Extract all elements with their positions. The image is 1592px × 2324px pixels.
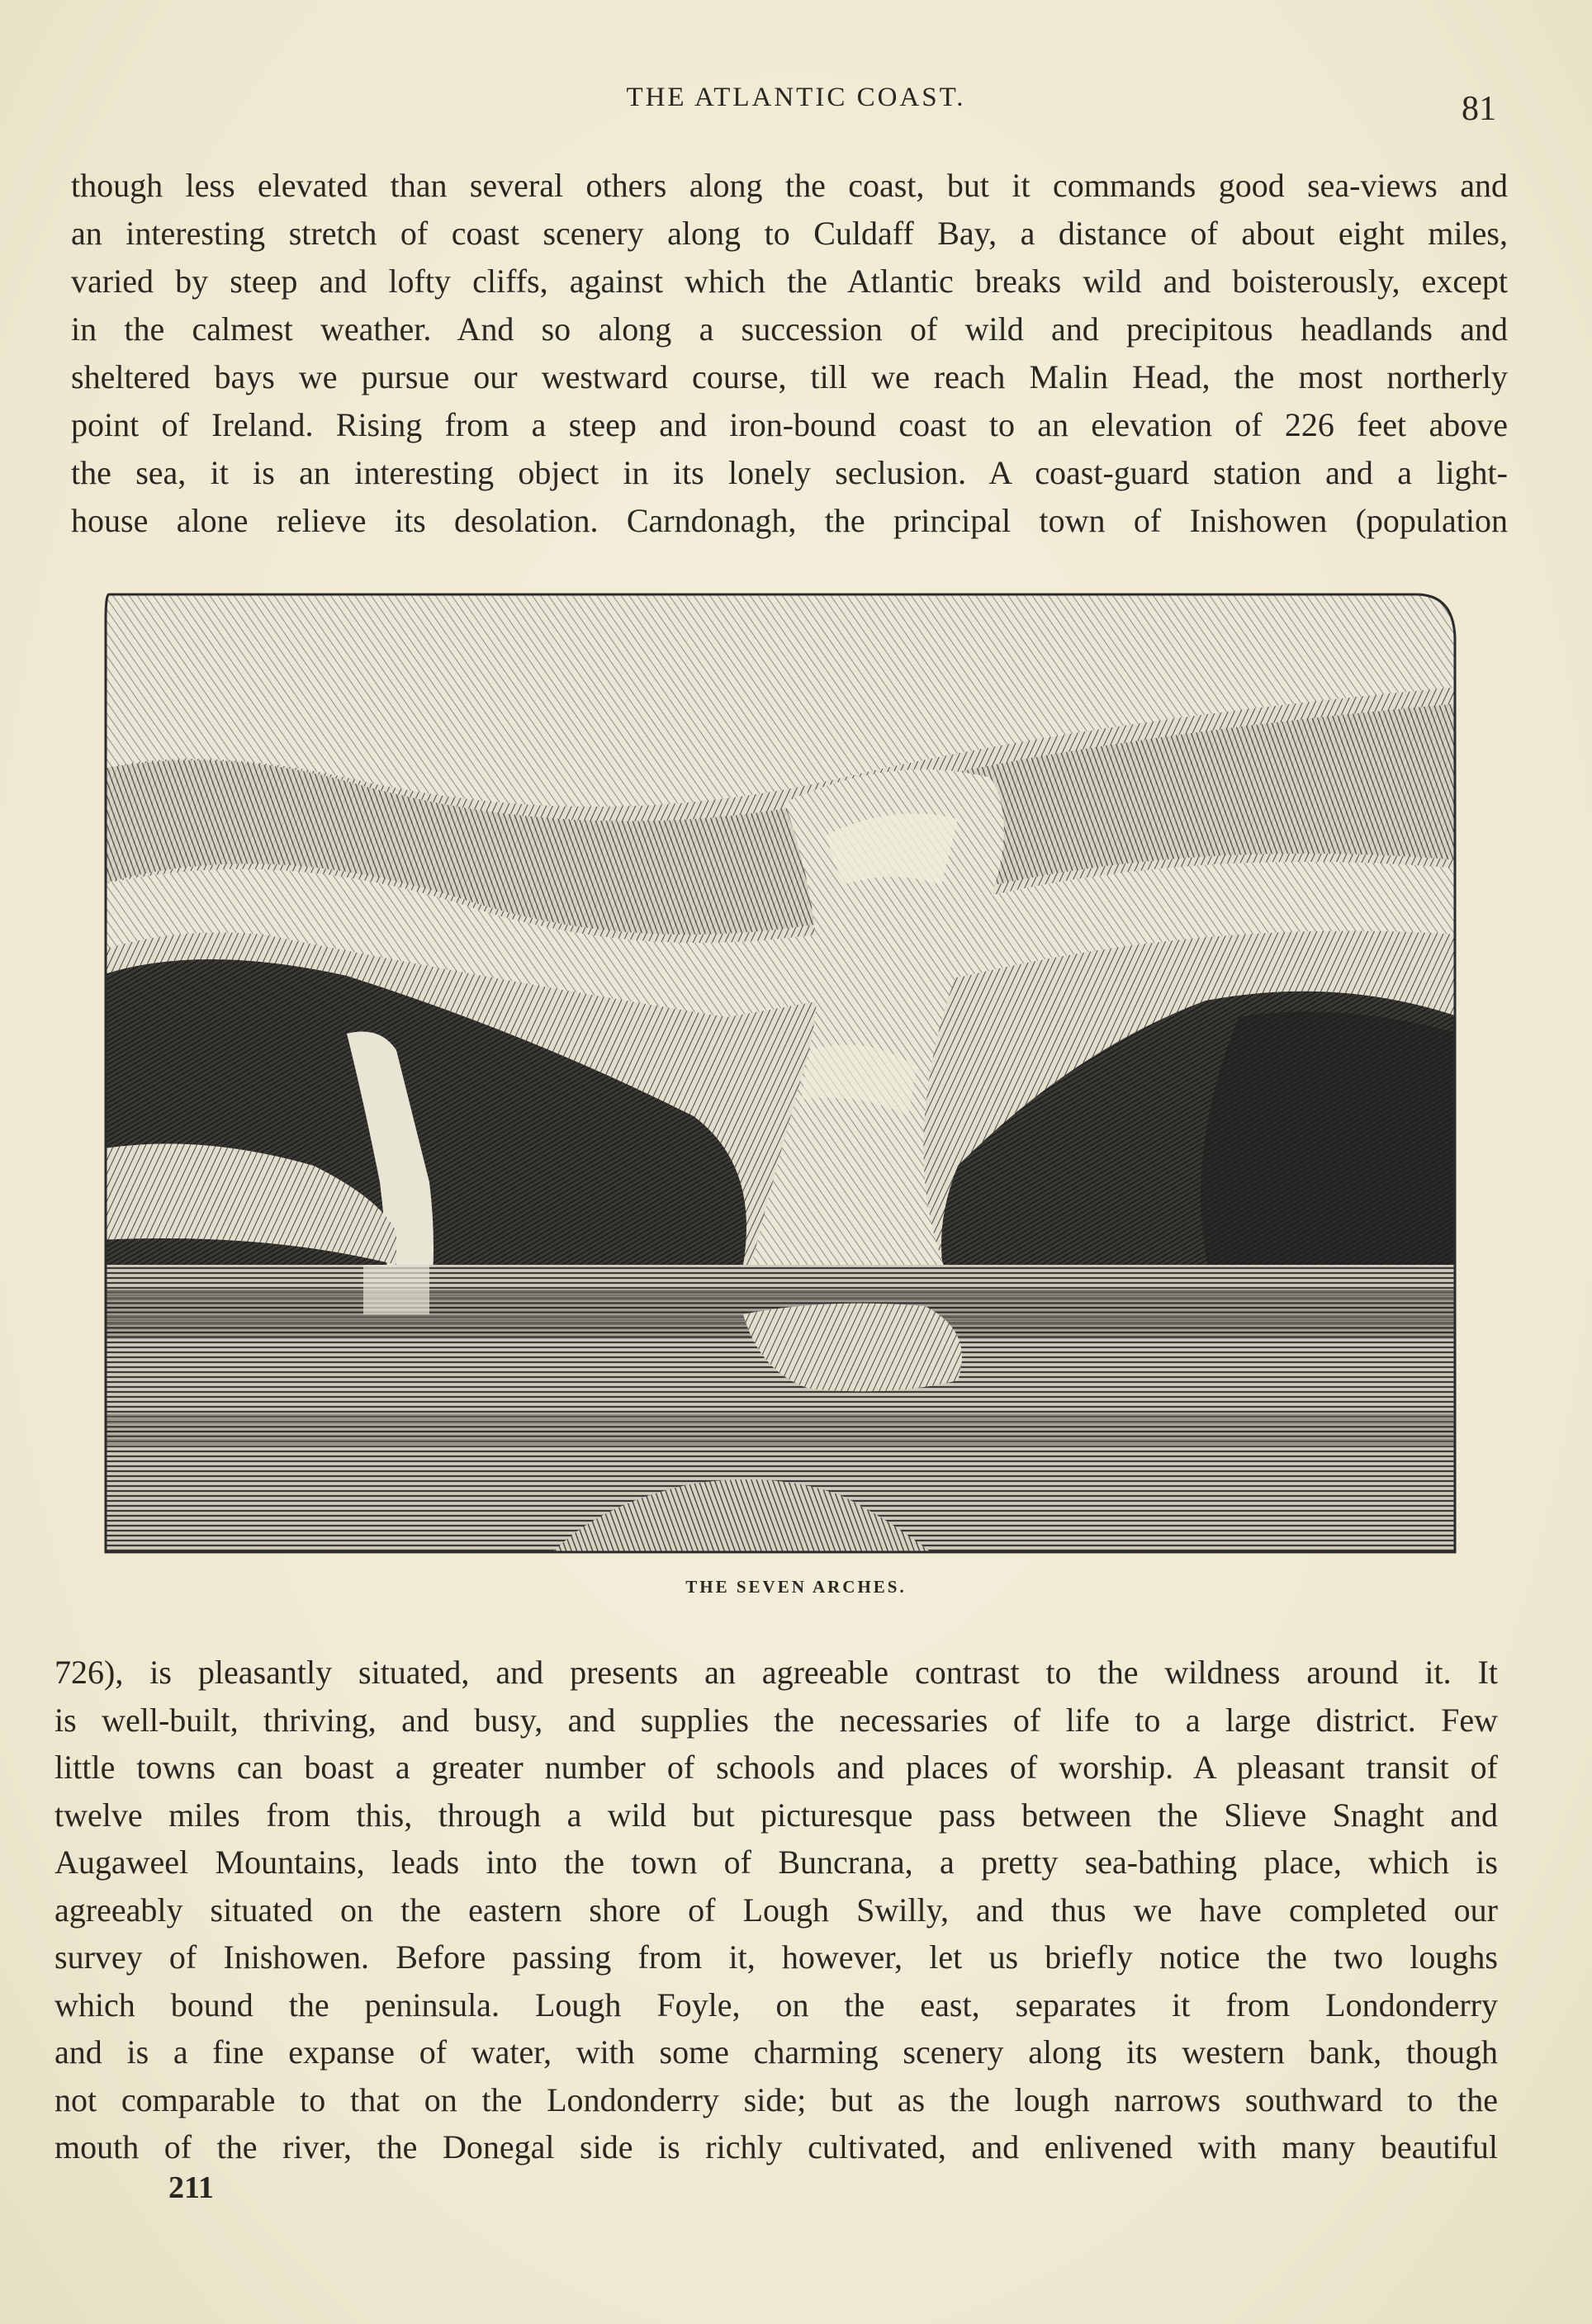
figure-caption: THE SEVEN ARCHES. <box>685 1577 907 1597</box>
text-line: the sea, it is an interesting object in its lonely seclusion. A coast-guard station and a light- <box>71 454 1508 491</box>
bottom-paragraph <box>54 1649 1498 2171</box>
text-line: not comparable to that on the Londonderry side; but as the lough narrows southward to the <box>54 2080 1498 2118</box>
text-line: agreeably situated on the eastern shore of Lough Swilly, and thus we have completed our <box>54 1891 1498 1929</box>
text-line: 726), is pleasantly situated, and presents an agreeable contrast to the wildness around it. It <box>54 1654 1498 1691</box>
text-line: is well-built, thriving, and busy, and supplies the necessaries of life to a large district. Few <box>54 1701 1498 1739</box>
text-line: Augaweel Mountains, leads into the town of Buncrana, a pretty sea-bathing place, which is <box>54 1844 1498 1881</box>
text-line: house alone relieve its desolation. Carndonagh, the principal town of Inishowen (population <box>71 502 1508 539</box>
engraving-seven-arches <box>99 588 1460 1560</box>
text-line: and is a fine expanse of water, with some charming scenery along its western bank, though <box>54 2033 1498 2071</box>
text-line: mouth of the river, the Donegal side is richly cultivated, and enlivened with many beautiful <box>54 2128 1498 2165</box>
text-line: varied by steep and lofty cliffs, against which the Atlantic breaks wild and boisterously, except <box>71 263 1508 300</box>
signature-mark: 211 <box>168 2170 214 2205</box>
text-line: though less elevated than several others along the coast, but it commands good sea-views and <box>71 167 1508 204</box>
text-line: little towns can boast a greater number of schools and places of worship. A pleasant transit of <box>54 1749 1498 1786</box>
text-line: point of Ireland. Rising from a steep and iron-bound coast to an elevation of 226 feet above <box>71 406 1508 443</box>
text-line: survey of Inishowen. Before passing from it, however, let us briefly notice the two loughs <box>54 1938 1498 1976</box>
text-line: in the calmest weather. And so along a succession of wild and precipitous headlands and <box>71 310 1508 348</box>
text-line: twelve miles from this, through a wild but picturesque pass between the Slieve Snaght and <box>54 1796 1498 1834</box>
running-head: THE ATLANTIC COAST. <box>626 83 966 112</box>
page-number: 81 <box>1462 90 1496 128</box>
text-line: an interesting stretch of coast scenery along to Culdaff Bay, a distance of about eight miles, <box>71 215 1508 252</box>
engraving-image <box>99 588 1460 1560</box>
text-line: sheltered bays we pursue our westward course, till we reach Malin Head, the most northerly <box>71 358 1508 395</box>
text-line: which bound the peninsula. Lough Foyle, on the east, separates it from Londonderry <box>54 1986 1498 2023</box>
top-paragraph <box>71 162 1508 545</box>
